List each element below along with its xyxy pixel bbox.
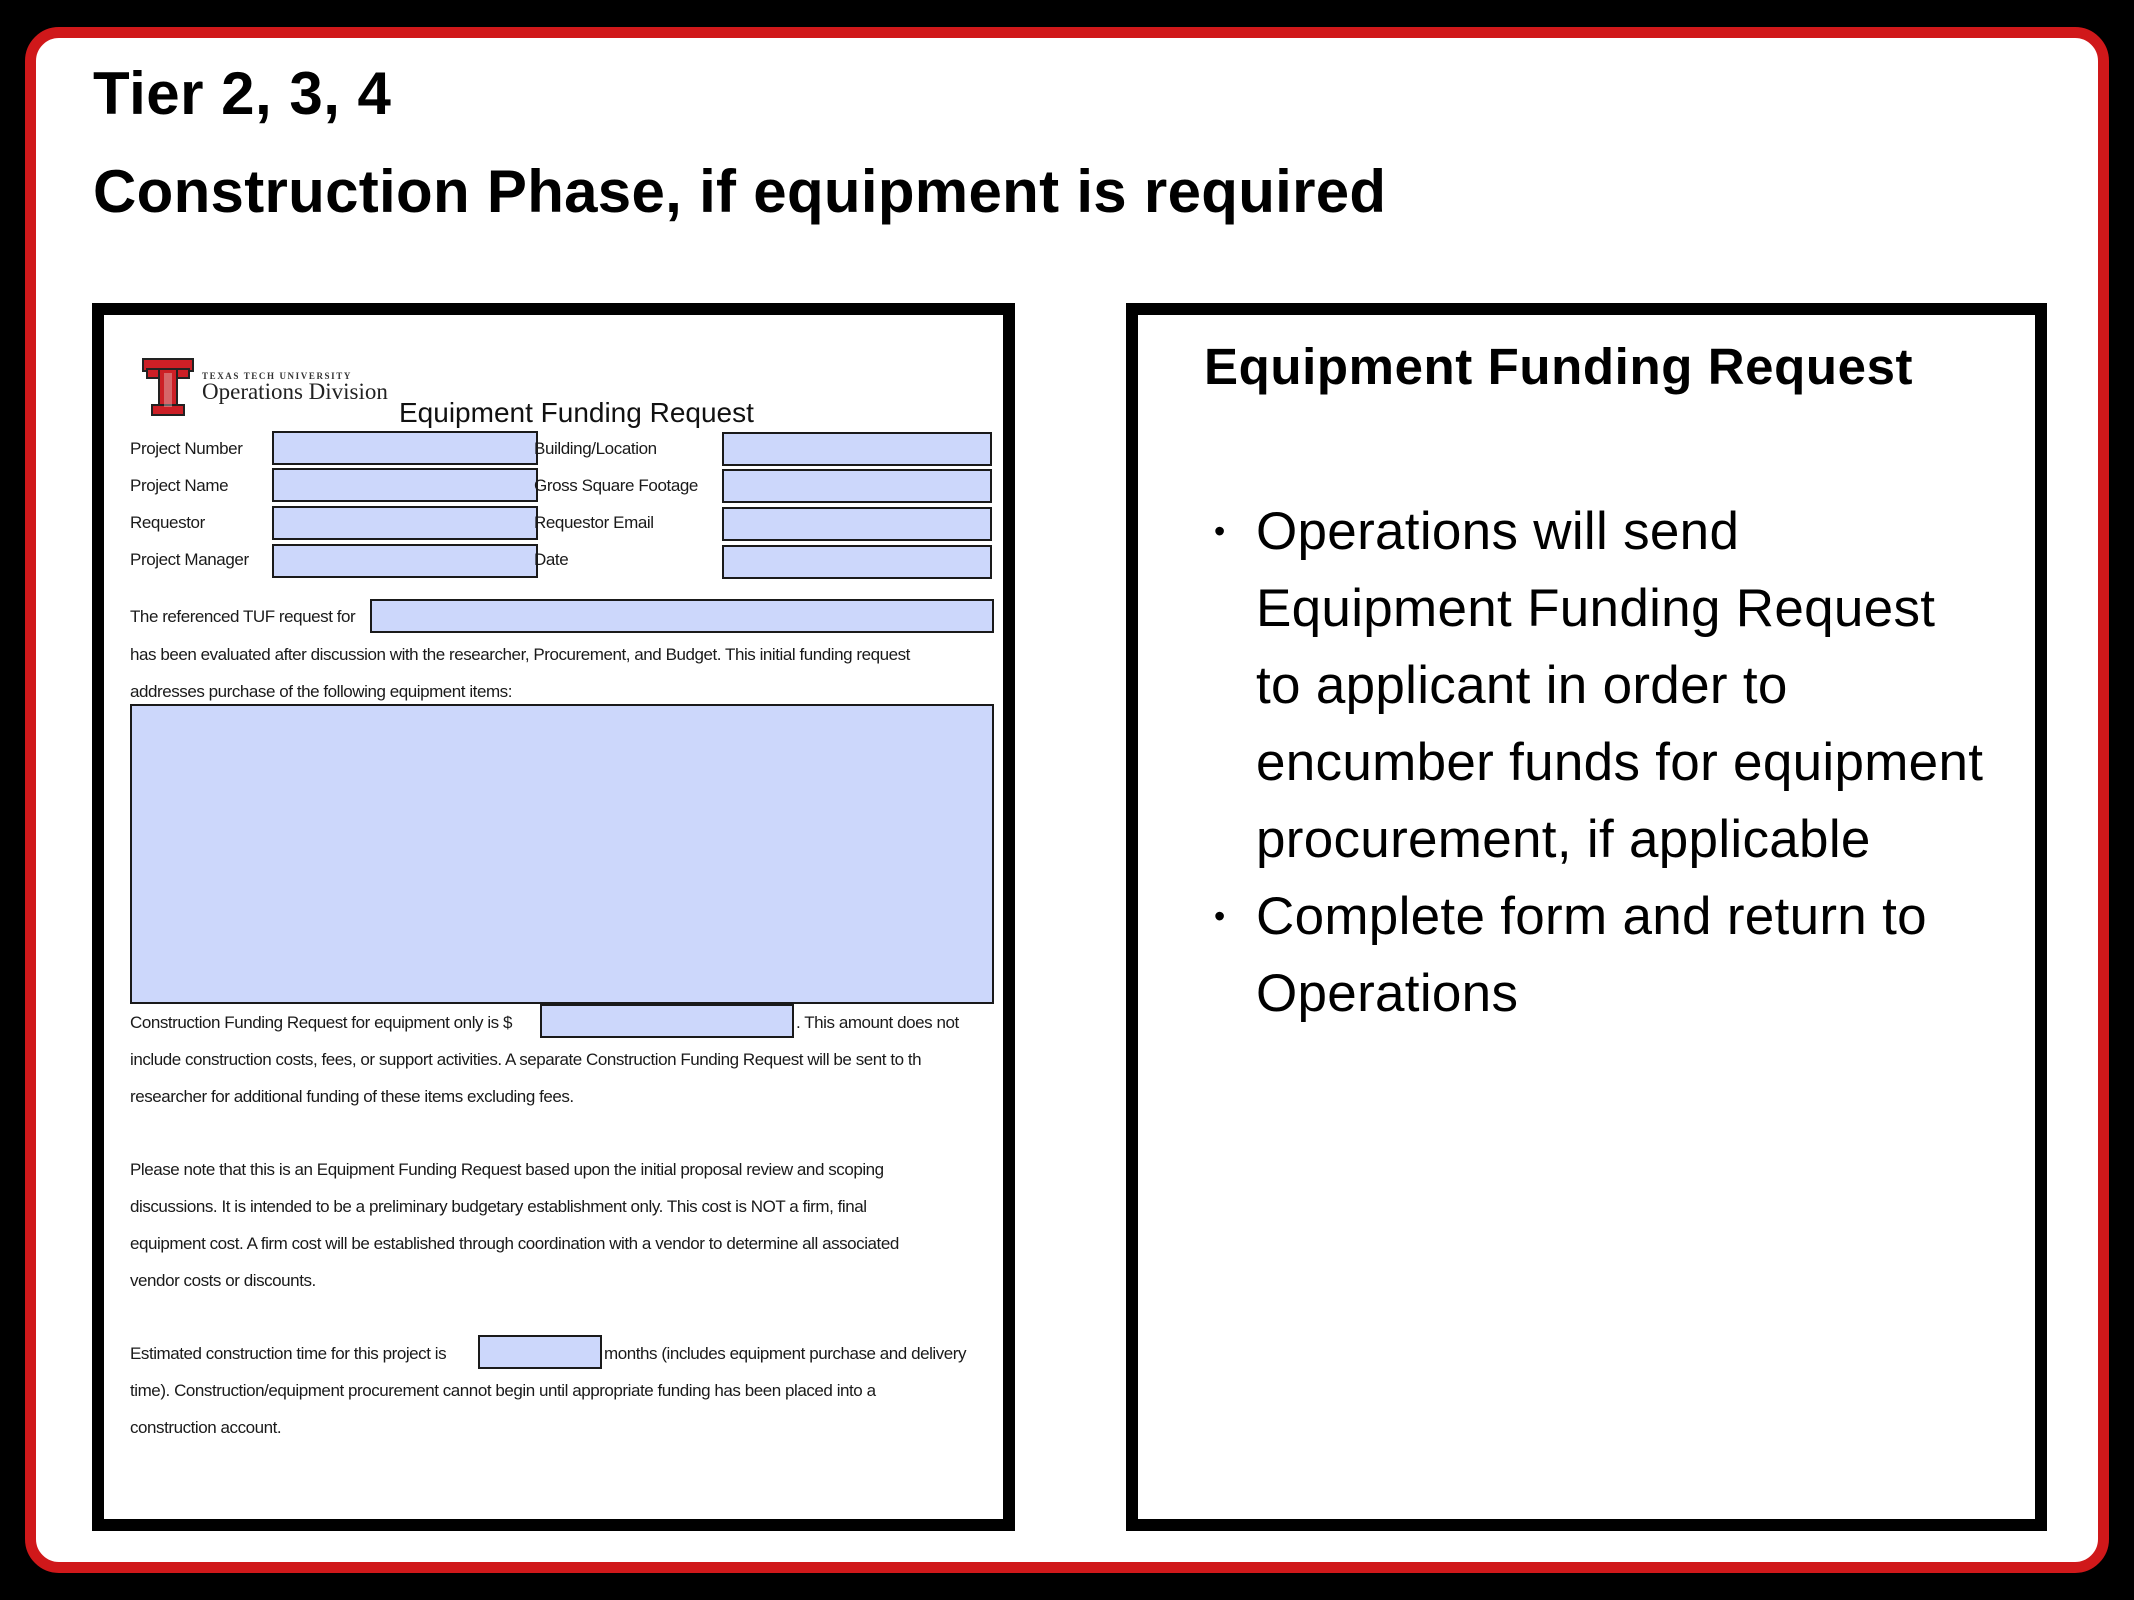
tuf-request-prefix: The referenced TUF request for [130, 607, 356, 626]
note-line4: vendor costs or discounts. [130, 1271, 316, 1290]
form-preview-panel [92, 303, 1015, 1531]
bullet-dot-icon: • [1214, 513, 1226, 549]
slide-title-tier: Tier 2, 3, 4 [93, 60, 392, 127]
time-line3: construction account. [130, 1418, 282, 1437]
label-gross-square-footage: Gross Square Footage [534, 476, 698, 495]
time-suffix: months (includes equipment purchase and delivery [604, 1344, 967, 1363]
bullet-item [1212, 878, 2012, 1032]
info-bullet-list [1212, 493, 2012, 1032]
label-project-number: Project Number [130, 439, 243, 458]
cost-line2: include construction costs, fees, or support activities. A separate Construction Funding Request will be sent to th [130, 1050, 922, 1069]
gross-square-footage-field[interactable] [722, 469, 992, 503]
note-line1: Please note that this is an Equipment Funding Request based upon the initial proposal review and scoping [130, 1160, 884, 1179]
note-line3: equipment cost. A firm cost will be established through coordination with a vendor to determine all associated [130, 1234, 899, 1253]
bullet-1-line-2: Equipment Funding Request [1256, 579, 1936, 638]
equipment-cost-field[interactable] [540, 1004, 794, 1038]
bullet-1-line-3: to applicant in order to [1256, 656, 1788, 715]
requestor-email-field[interactable] [722, 507, 992, 541]
note-line2: discussions. It is intended to be a preliminary budgetary establishment only. This cost is NOT a firm, final [130, 1197, 867, 1216]
cost-prefix: Construction Funding Request for equipment only is $ [130, 1013, 512, 1032]
bullet-1-line-1: Operations will send [1256, 502, 1740, 561]
label-requestor-email: Requestor Email [534, 513, 654, 532]
slide-title-phase: Construction Phase, if equipment is required [93, 158, 1387, 225]
org-small-text: TEXAS TECH UNIVERSITY [202, 371, 352, 381]
time-prefix: Estimated construction time for this project is [130, 1344, 447, 1363]
info-panel-heading: Equipment Funding Request [1204, 338, 1914, 395]
project-manager-field[interactable] [272, 544, 538, 578]
form-title: Equipment Funding Request [399, 397, 754, 428]
equipment-funding-request-form [104, 315, 1003, 1519]
bullet-dot-icon: • [1214, 898, 1226, 934]
equipment-items-textarea[interactable] [130, 704, 994, 1004]
info-panel [1126, 303, 2047, 1531]
tuf-request-field[interactable] [370, 599, 994, 633]
project-number-field[interactable] [272, 431, 538, 465]
double-t-logo-icon [142, 355, 194, 417]
bullet-2-line-1: Complete form and return to [1256, 887, 1927, 946]
cost-suffix: . This amount does not [796, 1013, 959, 1032]
construction-months-field[interactable] [478, 1335, 602, 1369]
cost-line3: researcher for additional funding of these items excluding fees. [130, 1087, 574, 1106]
bullet-2-line-2: Operations [1256, 964, 1519, 1023]
label-building-location: Building/Location [534, 439, 657, 458]
time-line2: time). Construction/equipment procurement cannot begin until appropriate funding has been placed into a [130, 1381, 876, 1400]
bullet-1-line-4: encumber funds for equipment [1256, 733, 1984, 792]
requestor-field[interactable] [272, 506, 538, 540]
label-date: Date [534, 550, 569, 569]
tuf-request-line2: has been evaluated after discussion with the researcher, Procurement, and Budget. This initial funding request [130, 645, 910, 664]
bullet-1-line-5: procurement, if applicable [1256, 810, 1871, 869]
label-requestor: Requestor [130, 513, 205, 532]
label-project-manager: Project Manager [130, 550, 249, 569]
tuf-request-line3: addresses purchase of the following equipment items: [130, 682, 512, 701]
project-name-field[interactable] [272, 468, 538, 502]
building-location-field[interactable] [722, 432, 992, 466]
date-field[interactable] [722, 545, 992, 579]
org-name: Operations Division [202, 379, 388, 404]
bullet-item [1212, 493, 2012, 878]
label-project-name: Project Name [130, 476, 229, 495]
